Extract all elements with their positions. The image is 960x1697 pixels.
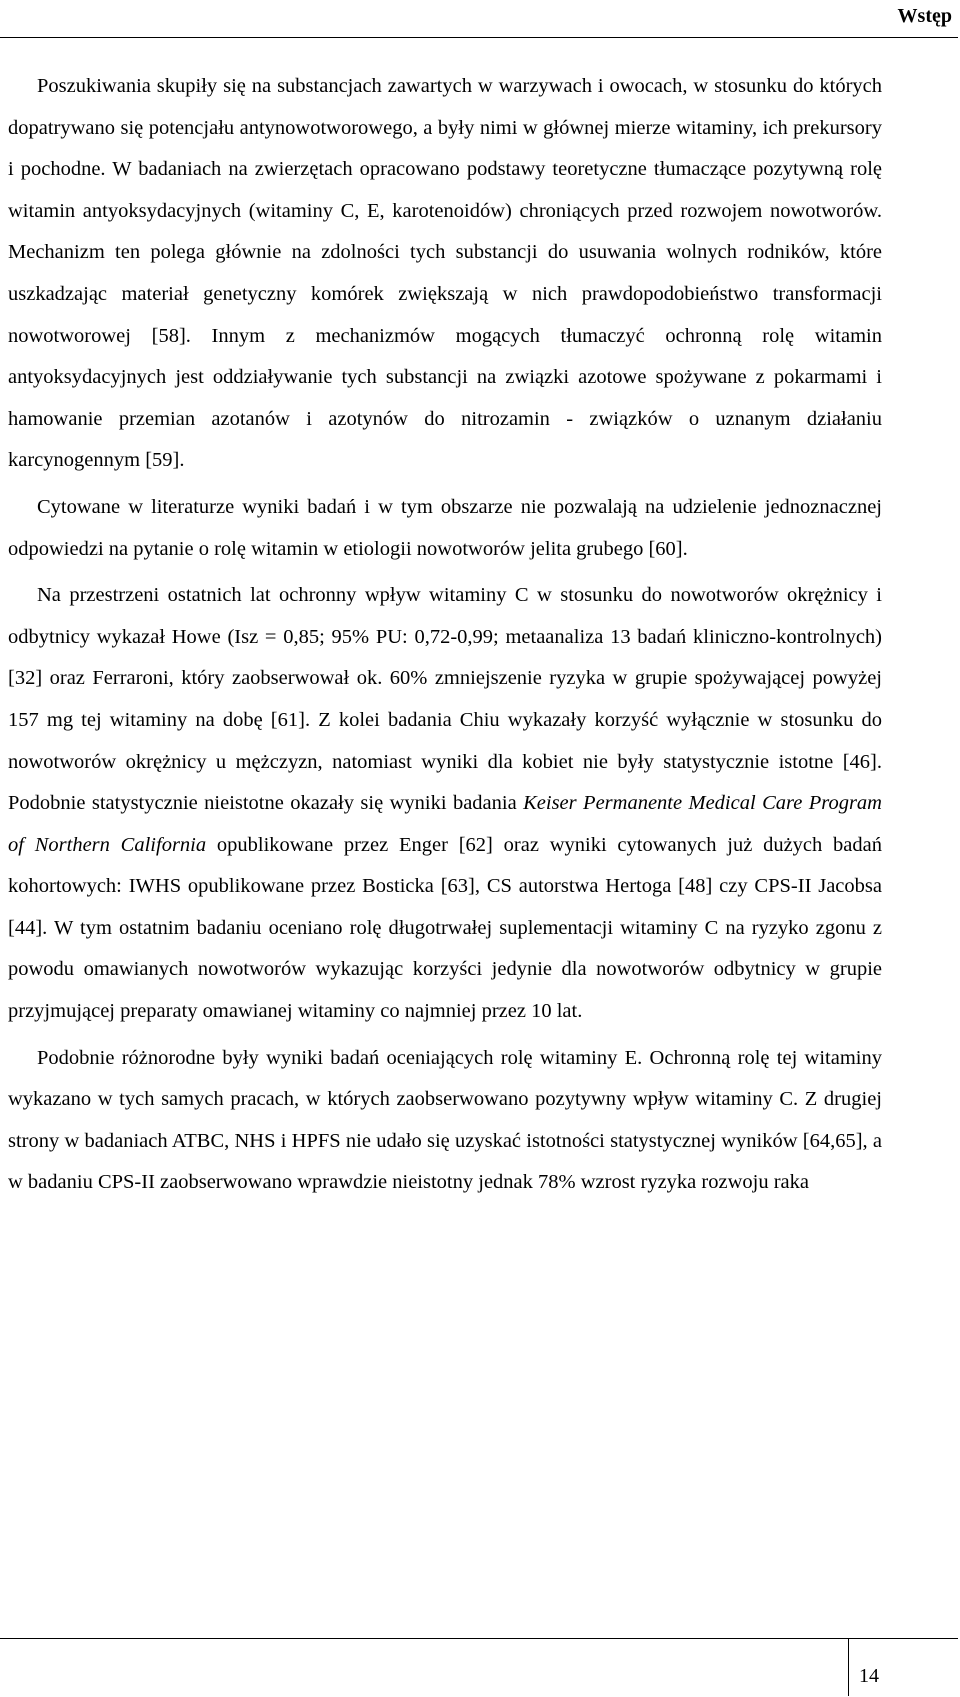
paragraph-3-text-a: Na przestrzeni ostatnich lat ochronny wpływ witaminy C w stosunku do nowotworów okrężnicy i odbytnicy wykazał Howe (Isz = 0,85; 95% PU: 0,72-0,99; metaanaliza 13 badań kliniczno-kontrolnych) [32] oraz Ferraroni, który zaobserwował ok. 60% zmniejszenie ryzyka w grupie spożywającej powyżej 157 mg tej witaminy na dobę [61]. Z kolei badania Chiu wykazały korzyść wyłącznie w stosunku do nowotworów okrężnicy u mężczyzn, natomiast wyniki dla kobiet nie były statystycznie istotne [46]. Podobnie statystycznie nieistotne okazały się wyniki badania (8, 584, 882, 815)
running-head: Wstęp (897, 5, 952, 27)
paragraph-3-text-b: opublikowane przez Enger [62] oraz wyniki cytowanych już dużych badań kohortowych: IWHS opublikowane przez Bosticka [63], CS autorstwa Hertoga [48] czy CPS-II Jacobsa [44]. W tym ostatnim badaniu oceniano rolę długotrwałej suplementacji witaminy C na ryzyko zgonu z powodu omawianych nowotworów wykazując korzyści jedynie dla nowotworów odbytnicy w grupie przyjmującej preparaty omawianej witaminy co najmniej przez 10 lat. (8, 833, 882, 1023)
paragraph-3 (8, 575, 882, 1033)
footer-rule-right (848, 1638, 958, 1639)
footer-divider (848, 1638, 849, 1696)
paragraph-2 (8, 487, 882, 570)
paragraph-1 (8, 66, 882, 482)
header-rule (0, 37, 958, 38)
paragraph-1-text: Poszukiwania skupiły się na substancjach zawartych w warzywach i owocach, w stosunku do których dopatrywano się potencjału antynowotworowego, a były nimi w głównej mierze witaminy, ich prekursory i pochodne. W badaniach na zwierzętach opracowano podstawy teoretyczne tłumaczące pozytywną rolę witamin antyoksydacyjnych (witaminy C, E, karotenoidów) chroniących przed rozwojem nowotworów. Mechanizm ten polega głównie na zdolności tych substancji do usuwania wolnych rodników, które uszkadzając materiał genetyczny komórek zwiększają w nich prawdopodobieństwo transformacji nowotworowej [58]. Innym z mechanizmów mogących tłumaczyć ochronną rolę witamin antyoksydacyjnych jest oddziaływanie tych substancji na związki azotowe spożywane z pokarmami i hamowanie przemian azotanów i azotynów do nitrozamin - związków o uznanym działaniu karcynogennym [59]. (8, 75, 882, 472)
paragraph-2-text: Cytowane w literaturze wyniki badań i w tym obszarze nie pozwalają na udzielenie jednoznacznej odpowiedzi na pytanie o rolę witamin w etiologii nowotworów jelita grubego [60]. (8, 495, 882, 560)
page-number: 14 (859, 1665, 879, 1687)
paragraph-4 (8, 1038, 882, 1204)
body-text (8, 66, 882, 1204)
paragraph-4-text: Podobnie różnorodne były wyniki badań oceniających rolę witaminy E. Ochronną rolę tej witaminy wykazano w tych samych pracach, w których zaobserwowano pozytywny wpływ witaminy C. Z drugiej strony w badaniach ATBC, NHS i HPFS nie udało się uzyskać istotności statystycznej wyników [64,65], a w badaniu CPS-II zaobserwowano wprawdzie nieistotny jednak 78% wzrost ryzyka rozwoju raka (8, 1046, 882, 1194)
study-name-italic: Keiser Permanente Medical Care Program of Northern California (8, 792, 882, 856)
footer-rule (0, 1638, 848, 1639)
